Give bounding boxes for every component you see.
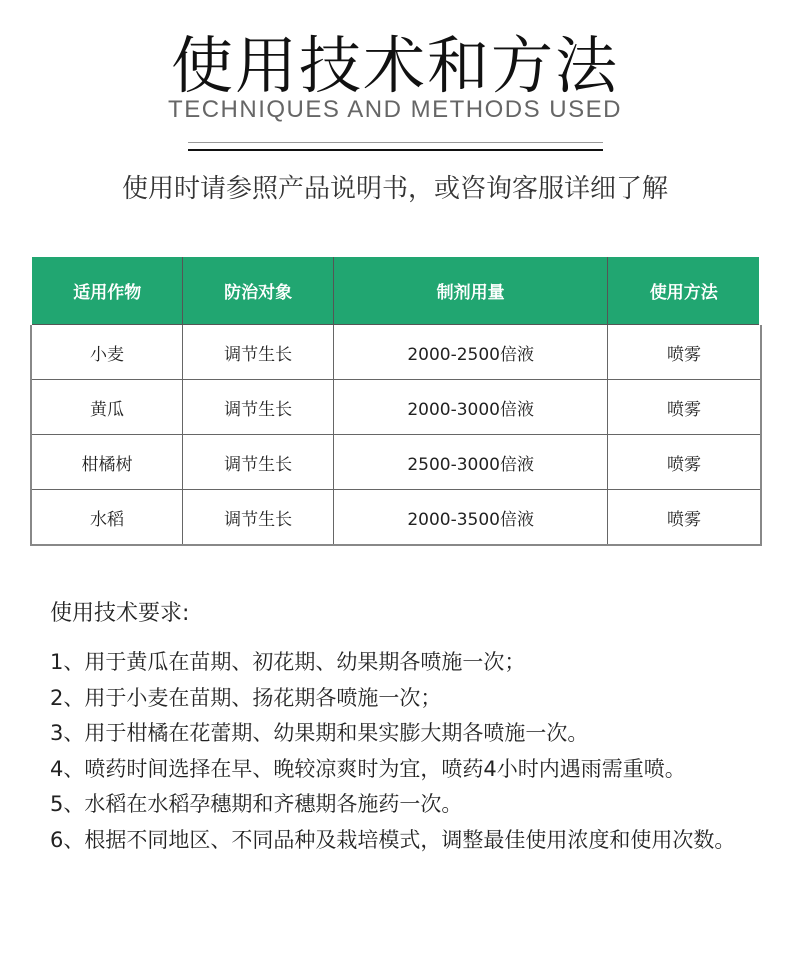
table-cell: 黄瓜 [31,380,183,435]
table-cell: 2000-3500倍液 [333,490,608,546]
table-cell: 调节生长 [183,435,333,490]
requirement-item: 2、用于小麦在苗期、扬花期各喷施一次； [50,685,442,710]
table-cell: 水稻 [31,490,183,546]
table-row [31,380,761,435]
table-cell: 柑橘树 [31,435,183,490]
usage-table [29,254,762,546]
table-cell: 小麦 [31,325,183,380]
table-cell: 2000-2500倍液 [333,325,608,380]
table-row [31,490,761,546]
page-title: 使用技术和方法 [170,29,619,102]
table-row [31,325,761,380]
requirement-item: 4、喷药时间选择在早、晚较凉爽时为宜，喷药4小时内遇雨需重喷。 [50,756,686,781]
table-cell: 喷雾 [608,380,761,435]
divider-thin [188,142,603,143]
table-cell: 2000-3000倍液 [333,380,608,435]
column-header: 防治对象 [183,256,333,325]
column-header: 制剂用量 [333,256,608,325]
table-header-row [31,256,761,325]
table-cell: 喷雾 [608,325,761,380]
table-cell: 喷雾 [608,435,761,490]
divider-thick [188,149,603,151]
table-row [31,435,761,490]
page-subtitle: TECHNIQUES AND METHODS USED [168,96,622,123]
table-cell: 调节生长 [183,490,333,546]
table-cell: 调节生长 [183,325,333,380]
table-cell: 调节生长 [183,380,333,435]
requirements-list [50,645,750,858]
usage-note: 使用时请参照产品说明书，或咨询客服详细了解 [121,174,668,204]
requirement-item: 1、用于黄瓜在苗期、初花期、幼果期各喷施一次； [50,650,526,674]
requirement-item: 3、用于柑橘在花蕾期、幼果期和果实膨大期各喷施一次。 [50,721,589,745]
column-header: 适用作物 [31,256,183,325]
requirements-title: 使用技术要求: [50,601,190,626]
table-cell: 2500-3000倍液 [333,435,608,490]
requirement-item: 5、水稻在水稻孕穗期和齐穗期各施药一次。 [50,792,463,816]
column-header: 使用方法 [608,256,761,325]
table-cell: 喷雾 [608,490,761,546]
requirement-item: 6、根据不同地区、不同品种及栽培模式，调整最佳使用浓度和使用次数。 [50,827,736,852]
